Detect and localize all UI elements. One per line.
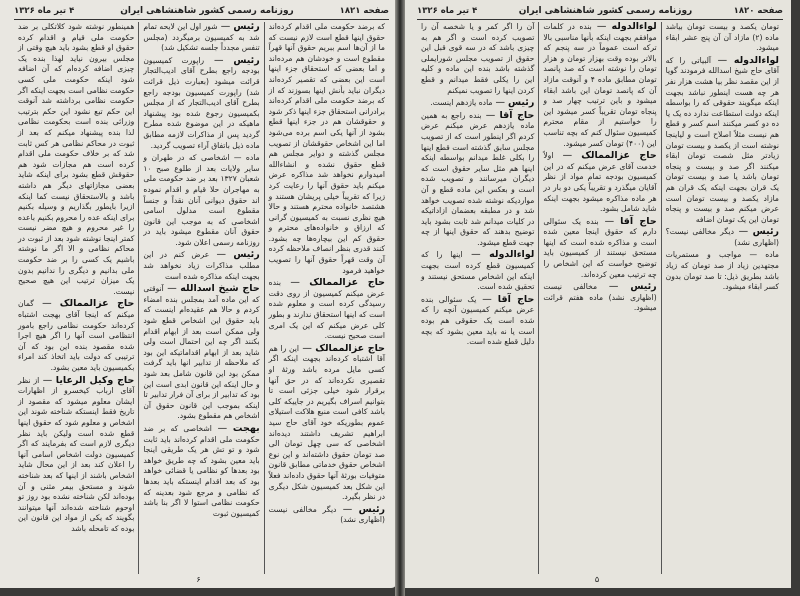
speech-paragraph (421, 250, 534, 292)
speech-paragraph (143, 153, 259, 248)
page-header (14, 3, 389, 20)
page-number: صفحه ۱۸۲۰ (733, 6, 783, 16)
paragraph-text: ماده — اشخاصی که در طهران و سایر ولایات بعد از طلوع صبح ۱۰ شعبان ۱۳۲۷ بعد بر ضد حکومت ملی به مهاجران حلا قیام و اقدام نموده اند حقوق دیوانی آنان نقداً و جنساً مقطوع است مدلول اسامی اشخاصی که به موجب این قانون حقوق آنان مقطوع میشود باید در روزنامه رسمی اعلان شود. (143, 153, 260, 247)
speaker-name: رئیس — (336, 504, 385, 515)
speech-paragraph (269, 278, 385, 342)
text-column (661, 22, 783, 574)
paragraph-text: اشخاصی که بر ضد حکومت ملی اقدام کرده‌اند باید ثابت شود و تو تش هر یک طریقی اینجا باید معین بشود که چه طریق خواهد بود بعدها کو نظامی یا قضائی خواهد بود که بعد اقدام اینستکه باید بعدها که نظامی و مرجع شود بعدینه که حکومت نظامی استوا لا اگر بنا باشد کمیسیون ثبوت (143, 423, 260, 518)
paragraph-text: آلبیاتی را که آقای حاج شیخ اسدالله فرمودند گویا از این مقصد نظر بیا هشت هزار نفر هر چه هست اینطور نباشد بجهت اینکه میگویند حقوقی که را بواسطه اینکه دولت استطاعت ندارد ده یک یا ده دو کسر میکنند اسم کسر و قطع هم نیست مثلاً اصلاح است و لیاینجا نوشته است از یکصد و بیست تومان زیادتر مثل شصت تومان ابقاء میکنند اگر صد و بیست و پنجاه تومان باشد یا صد و بیست تومان یک قران بجهت اینکه یک قران هم مازاد یکصد و بیست تومان است عرض میکنم صد و بیست و پنجاه تومان این یک تومان اضافه (665, 55, 779, 224)
speaker-name: حاج وکیل الرعایا — (39, 375, 134, 386)
newspaper-title: روزنامه رسمی کشور شاهنشاهی ایران (120, 6, 294, 16)
speaker-name: رئیس — (597, 281, 657, 292)
speech-paragraph (18, 22, 134, 297)
issue-date: ۴ تیر ماه ۱۳۲۶ (417, 6, 478, 16)
speaker-name: رئیس — (204, 55, 260, 66)
paragraph-text: شور اول این لایحه تمام شد به کمیسیون برمیگردد (مجلس تنفس مجدداً جلسه تشکیل شد) (143, 22, 260, 53)
paragraph-text: ماده یازدهم اینست. (430, 98, 493, 108)
speech-paragraph (543, 282, 656, 314)
speech-paragraph (543, 217, 656, 281)
speaker-name: بهجت — (212, 423, 260, 434)
speaker-name: لواءالدوله — (463, 249, 535, 260)
paragraph-text: بنده راجع به همین ماده یازدهم عرض میکنم عرض کردم اگر اینطور است که از تصویب مجلس سابق گذشته است قطع اینها را بکلی غلط میدانم بواسطه اینکه اینها هم مثل سایر حقوق است که دیگران میرسانند و تصویب شده است و بعکس این ماده قطع و آن مواردیکه نوشته شده تصویب خواهد شد و در مطبقه بعضمان ازاداتیکه در کلیات میدانم شد ثابت بشود باید توضیح بدهند که حقوق اینها از چه جهت قطع میشود. (421, 110, 535, 247)
paragraph-text: ماده — مواجب و مستمریات مجتهدین زیاد از صد تومان که زیاد باشد بطریق ذیل: تا صد تومان بدون کسر ابقاء میشود. (665, 250, 779, 292)
speaker-name: حاج عزالممالک — (299, 343, 385, 354)
paragraph-text: از نظر آقای ارباب کیخسرو از اظهارات ایشان معلوم میشود که مقصود از تاریخ فقط اینستکه شناخته شوند این اشخاص و معلوم شود که حقوق اینها قطع شده است ولیکن باید نظر دیگری لازم است که بفرمایند که اگر کمیسیون دولت اشخاص اسامی آنها را اعلان کند بعد از این محال شاید اشخاص باشند از اینها که بعد شناخته شوند و مستحق بیمر مثنی و آن بوده‌اند لکن شناخته نشده بود روز تو اوحوم شناخته شده‌اند آنها میتوانند بگویند که یکی از مواد این قانون این بوده که تامحله باشد (18, 375, 135, 533)
speech-paragraph (666, 250, 779, 292)
text-column (417, 22, 538, 574)
speech-paragraph (543, 22, 656, 149)
paragraph-text: همینطور نوشته شود کلاتکلی بر ضد حکومت ملی قیام و اقدام کرده حقوق او قطع بشود باید هیچ وقتی از مجلس بیرون نیاید لهذا بنده یک چیزی اضافه کرده‌ام که آن اضافه شود اینکه حکومت ملی کسی حکومت نظامی است بجهت اینکه اگر حکومت نظامی برداشته شد آنوقت این حکم تبع نشود این حکم بترتیب وزرائی بنده است بحکومت نظامی لذا بنده پیشنهاد میکنم که بعد از ثبوت در محاکم نظامی هر کس ثابت شد که بر خلاف حکومت ملی اقدام کرده است هم مجازات شود هم حقوقش قطع بشود برای اینکه شاید بعضی مجازاتهای دیگر هم داشته باشد و بالاستحقاق نیست کما اینکه ازیرا بایطور بگذاریم و وسیله بکنیم برای اینکه عده را محروم بکنیم باعده را غیر محروم و هیچ مضر نیست کمتر اینجا نوشته شود بعد از ثبوت در محاکم نظامی و الا اگر ما نوشته باشیم یک کسی را بر ضد حکومت ملی بدانیم و دیگری را ندانیم بدون یک میزان ترتیب این هیچ صحیح نیست. (18, 22, 135, 296)
speech-paragraph (18, 299, 134, 373)
paragraph-text: آنوقتی که این ماده آمد بمجلس بنده امضاء کردم و حالا هم عقیده‌ام اینست که باید حقوق این اشخاص قطع شود ولی ممکن است بعد از ابهام اقدام بکنند اگر چه این احتمال است ولی شاید بعد از ابهام اقداماتیکه این بود که ملاحظه از تدابیر انها باید گرفت ممکن بود این قانون شامل بعد شود و حال اینکه این قانون ابدی است این بود که تدابیر از برای آن فرار تدابیر تا اینکه بموجب این قانون حقوق آن اشخاص هم مقطوع بشود. (143, 284, 260, 421)
text-column (538, 22, 660, 574)
speaker-name: رئیس — (218, 22, 260, 32)
paragraph-text: آن را اگر کمر و یا شخصه آن را تصویب کرده است و اگر هم به چیزی باشد که در سه قوی قبل این حقوق از تصویب مجلس شورایملی گذشته باشد بنده این ماده و کلیه این را یکلی فقط میدانم و قطع کردن اینها را تصویب نمیکنم (421, 22, 535, 95)
paragraph-text: دیگر مخالفی نیست؟ (اظهاری نشد) (665, 227, 779, 247)
text-column (138, 22, 263, 574)
speech-paragraph (143, 424, 259, 519)
speech-paragraph (666, 56, 779, 226)
newspaper-title: روزنامه رسمی کشور شاهنشاهی ایران (518, 6, 693, 16)
text-column (14, 22, 138, 574)
page-footer-mark: ۶ (196, 575, 201, 584)
speaker-name: حاج عزالممالک — (281, 277, 385, 288)
speech-paragraph (143, 22, 259, 54)
newspaper-page-right (403, 0, 791, 588)
speech-paragraph (421, 295, 534, 348)
speaker-name: لواءالدوله — (592, 22, 657, 32)
issue-date: ۴ تیر ماه ۱۳۲۶ (14, 6, 75, 16)
text-columns (14, 22, 389, 574)
paragraph-text: که برضد حکومت ملی اقدام کرده‌اند حقوق اینها قطع است لازم نیست که ما از آن‌ها اسم ببریم حقوق آنها قهراً مقطوع است و خودشان هم مرده‌اند و اما بعضی که استحقاق جزء اینها است این بعضی که تقصیر کرده‌اند دیگران نباید بأنش اینها بسوزند که از که برضد حکومت ملی اقدام کرده‌اند برادرانی استحقاق جزء اینها ذکر شود و حقوقشان هم در جزء اینها قطع بشود از آنها یکی اسم برده‌ می‌شود اما این اشخاص حقوقشان از تصویب مجلس گذشته و دوایر مجلس هم قطع حقوق نشده و انشاءالله امیدوارم نخواهد شد مذاکره عرض میکنم باید حقوق آنها را رعایت کرد زیرا که تقریباً خیلی پریشان هستند و هشتصد خانواده محترم هستند و حالا هیچ نظری نسبت به کمیسیون گرانی که ارزاق و خانواده‌های محترم و حقوق کم این بیچاره‌ها چه بشود. کنند قدری بنظر انصاف ملاحظه کرده آن وقت قهراً حقوق آنها را تصویب خواهید فرمود (268, 22, 385, 275)
paragraph-text: راپورت کمیسیون بودجه راجع بطرح آقای ادیب‌التجار قرائت میشود (بعبارت ذیل قرائت شد) راپورت کمیسیون بودجه راجع بطرح آقای ادیب‌التجار که از مجلس بکمیسیون رجوع شده بود پیشنهاد ماهیکه در این موضوع شده مطرح گردید پس از مذاکرات لازمه مطابق ماده ذیل باتفاق آراء تصویب گردید. (143, 55, 260, 150)
paragraph-text: دیگر مخالفی نیست (اظهاری نشد) (268, 504, 385, 525)
paragraph-text: اولاً خدمت آقای عرض میکنم که در این کمیسیون بودجه تمام مواد از نظر آقایان میگذرد و تقریباً یکی دو بار در هر ماده مذاکره میشود بجهت اینکه شاید شامل بشود. (543, 151, 657, 214)
paragraph-text: تومان یکصد و بیست تومان بیاشد ماده (۲) مازاد آن آن پنج عشر ابقاء میشود. (665, 22, 779, 53)
paragraph-text: بنده یک سئوالی دارم که حقوق اینجا معین شده است و مذاکره شده است که اینها مستحق نیستند از کمیسیون باید توضیح خواست که این اشخاص را چه ترتیب معین کرده‌اند. (543, 216, 657, 279)
speech-paragraph (143, 250, 259, 282)
speaker-name: حاج شیخ اسدالله — (164, 283, 260, 294)
page-number: صفحه ۱۸۲۱ (339, 6, 389, 16)
paragraph-text: اینها را که کمیسیون قطع کرده است بجهت اینکه این اشخاص مستحق نیستند و تحقیق شده است. (421, 250, 535, 292)
paragraph-text: بنده عرض میکنم کمیسیون از روی دقت رسیدگی کرده است و معلوم شده است که اینها استحقاق ندارند و بطور کلی عرض میکنم که این یک امری است صحیح نیست. (268, 278, 385, 341)
speech-paragraph (143, 56, 259, 151)
paragraph-text: عرض کنم در این مطلب مذاکرات زیاد نخواهد شد بجهت اینکه مذاکره شده است (143, 250, 260, 281)
speaker-name: حاج عزالممالک — (34, 298, 134, 309)
speech-paragraph (143, 284, 259, 422)
speaker-name: حاج آقا — (599, 216, 657, 227)
speaker-name: رئیس — (734, 226, 779, 237)
newspaper-page-left (0, 0, 397, 588)
speech-paragraph (543, 151, 656, 215)
speaker-name: حاج عزالممالک — (553, 150, 656, 161)
speaker-name: حاج آقا — (481, 110, 534, 121)
speaker-name: رئیس — (209, 249, 259, 260)
speaker-name: رئیس — (492, 97, 534, 108)
book-gutter-shadow (395, 0, 405, 596)
paragraph-text: مخالفی نیست (اظهاری نشد) ماده هفتم قرائت میشود. (543, 282, 657, 313)
paragraph-text: این را هم آقا اشتباه کرده‌اند بجهت اینکه اگر کسی مایل مرده باشد ورثهٔ او تقصیری نکرده‌اند که در حق آنها برقرار شود خیلی جزئی است تا بتوانیم اسراف بگیریم در جاییکه کلی باشد کافی است منبع هلاکت استیلای عموم بطوریکه خود آقای حاج سید ابراهیم تشریف داشتند دیده‌اند اشخاصی که سی چهل تومان الی صد تومان حقوق داشته‌اند و این نوع اشخاص حقوق خدماتی مطابق قانون متوفیات بورثهٔ آنها حقوق داده‌اند فعلاً این شکل بعد کمیسیون شکل دیگری در نظر بگیرد. (268, 343, 385, 502)
page-footer-mark: ۵ (594, 575, 600, 584)
text-columns (417, 22, 783, 574)
speech-paragraph (421, 22, 534, 96)
paragraph-text: گمان میکنم که اینجا آقای بهجت اشتباه کرده‌اند حکومت نظامی راجع بامور انتظامی است آنها را اگر هیچ اجرا شده مقصود بنده این بود که آن ترتیبی که دولت باید اتخاذ کند امراء بکمیسیون باید معین بشود. (18, 299, 135, 372)
speech-paragraph (269, 505, 385, 526)
speech-paragraph (666, 22, 779, 54)
speech-paragraph (421, 111, 534, 249)
speech-paragraph (421, 98, 534, 109)
speech-paragraph (269, 22, 385, 276)
speech-paragraph (666, 227, 779, 248)
paragraph-text: بنده در کلمات موافقم بجهت اینکه بأنها مناسبی بالا ترکه است عموماً در سه پنجم که بالاتر بوده وقت بهزار تومان و هزار تومان را نوشته است که صد پانصد تومان مطابق ماده ۴ و آنوقت مازاد آن که پانصد تومان این باشد ابقاء میشود و باین ترتیب چهار صد و پنجاه تومان تقریباً کسر میشود این را خواستیم از مقام محترم کمیسیون سئوال کنم که بچه تناسب این (۴۰۰) تومان کسر میشود. (543, 22, 657, 148)
page-header (417, 3, 783, 20)
paragraph-text: یک سئوالی بنده عرض میکنم کمیسیون آنچه را که شده است یک حقوقی هم بوده است یا نه باید معین بشود که بچه دلیل قطع شده است. (421, 294, 535, 347)
speaker-name: لواءالدوله — (711, 55, 779, 66)
text-column (264, 22, 389, 574)
speech-paragraph (269, 344, 385, 503)
speech-paragraph (18, 376, 134, 535)
speaker-name: حاج آقا — (476, 294, 534, 305)
